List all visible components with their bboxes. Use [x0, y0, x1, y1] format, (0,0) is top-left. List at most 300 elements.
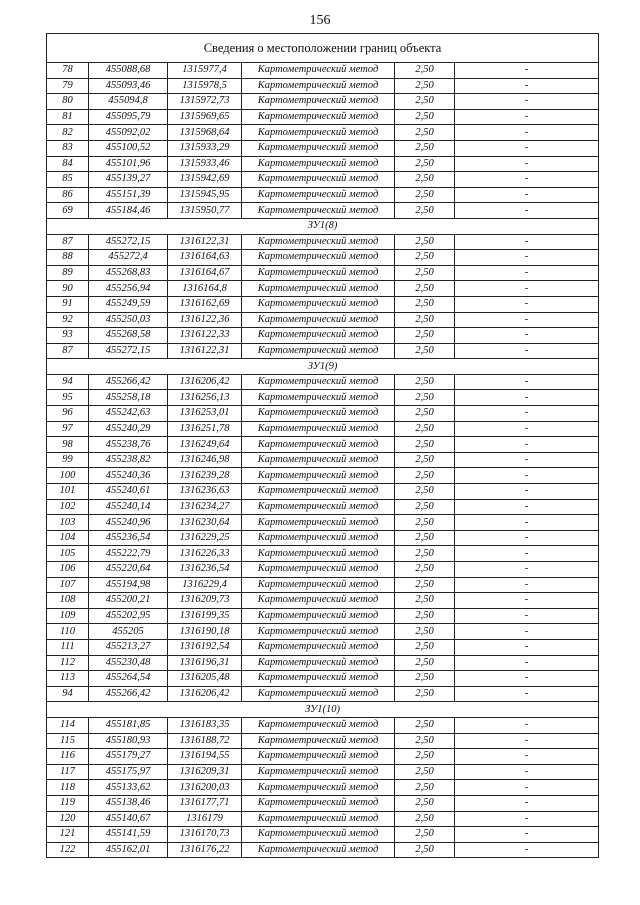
method-cell: Картометрический метод	[242, 639, 395, 655]
accuracy-cell: 2,50	[395, 452, 455, 468]
table-row	[47, 281, 599, 297]
method-cell: Картометрический метод	[242, 733, 395, 749]
point-number-cell: 110	[47, 624, 89, 640]
y-coordinate-cell: 1316183,35	[168, 717, 242, 733]
table-row	[47, 577, 599, 593]
x-coordinate-cell: 455242,63	[89, 406, 168, 422]
method-cell: Картометрический метод	[242, 749, 395, 765]
table-row	[47, 608, 599, 624]
accuracy-cell: 2,50	[395, 639, 455, 655]
description-cell: -	[455, 234, 599, 250]
boundary-table	[46, 33, 599, 858]
point-number-cell: 78	[47, 63, 89, 79]
y-coordinate-cell: 1316177,71	[168, 795, 242, 811]
table-row	[47, 312, 599, 328]
table-row	[47, 795, 599, 811]
x-coordinate-cell: 455240,14	[89, 499, 168, 515]
point-number-cell: 111	[47, 639, 89, 655]
accuracy-cell: 2,50	[395, 312, 455, 328]
method-cell: Картометрический метод	[242, 265, 395, 281]
point-number-cell: 109	[47, 608, 89, 624]
method-cell: Картометрический метод	[242, 546, 395, 562]
description-cell: -	[455, 515, 599, 531]
accuracy-cell: 2,50	[395, 811, 455, 827]
table-row	[47, 749, 599, 765]
description-cell: -	[455, 811, 599, 827]
description-cell: -	[455, 343, 599, 359]
description-cell: -	[455, 733, 599, 749]
description-cell: -	[455, 484, 599, 500]
x-coordinate-cell: 455240,36	[89, 468, 168, 484]
table-row	[47, 78, 599, 94]
description-cell: -	[455, 593, 599, 609]
point-number-cell: 87	[47, 343, 89, 359]
x-coordinate-cell: 455140,67	[89, 811, 168, 827]
accuracy-cell: 2,50	[395, 421, 455, 437]
method-cell: Картометрический метод	[242, 281, 395, 297]
accuracy-cell: 2,50	[395, 468, 455, 484]
method-cell: Картометрический метод	[242, 562, 395, 578]
point-number-cell: 103	[47, 515, 89, 531]
y-coordinate-cell: 1316209,31	[168, 764, 242, 780]
table-row	[47, 156, 599, 172]
table-caption: Сведения о местоположении границ объекта	[47, 34, 599, 63]
x-coordinate-cell: 455272,4	[89, 250, 168, 266]
description-cell: -	[455, 764, 599, 780]
table-row	[47, 515, 599, 531]
y-coordinate-cell: 1316251,78	[168, 421, 242, 437]
description-cell: -	[455, 795, 599, 811]
accuracy-cell: 2,50	[395, 343, 455, 359]
y-coordinate-cell: 1316230,64	[168, 515, 242, 531]
x-coordinate-cell: 455138,46	[89, 795, 168, 811]
table-row	[47, 406, 599, 422]
table-row	[47, 624, 599, 640]
x-coordinate-cell: 455151,39	[89, 187, 168, 203]
x-coordinate-cell: 455139,27	[89, 172, 168, 188]
description-cell: -	[455, 109, 599, 125]
y-coordinate-cell: 1316170,73	[168, 827, 242, 843]
description-cell: -	[455, 468, 599, 484]
x-coordinate-cell: 455266,42	[89, 374, 168, 390]
x-coordinate-cell: 455236,54	[89, 530, 168, 546]
y-coordinate-cell: 1315972,73	[168, 94, 242, 110]
table-row	[47, 468, 599, 484]
y-coordinate-cell: 1316229,25	[168, 530, 242, 546]
accuracy-cell: 2,50	[395, 530, 455, 546]
table-body	[47, 34, 599, 858]
x-coordinate-cell: 455238,76	[89, 437, 168, 453]
y-coordinate-cell: 1316194,55	[168, 749, 242, 765]
accuracy-cell: 2,50	[395, 780, 455, 796]
x-coordinate-cell: 455175,97	[89, 764, 168, 780]
description-cell: -	[455, 312, 599, 328]
x-coordinate-cell: 455205	[89, 624, 168, 640]
method-cell: Картометрический метод	[242, 811, 395, 827]
x-coordinate-cell: 455268,58	[89, 328, 168, 344]
description-cell: -	[455, 577, 599, 593]
y-coordinate-cell: 1315978,5	[168, 78, 242, 94]
point-number-cell: 101	[47, 484, 89, 500]
point-number-cell: 86	[47, 187, 89, 203]
table-row	[47, 234, 599, 250]
point-number-cell: 99	[47, 452, 89, 468]
description-cell: -	[455, 499, 599, 515]
method-cell: Картометрический метод	[242, 421, 395, 437]
table-row	[47, 827, 599, 843]
point-number-cell: 69	[47, 203, 89, 219]
method-cell: Картометрический метод	[242, 328, 395, 344]
description-cell: -	[455, 140, 599, 156]
description-cell: -	[455, 187, 599, 203]
accuracy-cell: 2,50	[395, 296, 455, 312]
table-row	[47, 655, 599, 671]
point-number-cell: 94	[47, 374, 89, 390]
accuracy-cell: 2,50	[395, 374, 455, 390]
point-number-cell: 106	[47, 562, 89, 578]
x-coordinate-cell: 455250,03	[89, 312, 168, 328]
x-coordinate-cell: 455264,54	[89, 671, 168, 687]
table-row	[47, 780, 599, 796]
point-number-cell: 104	[47, 530, 89, 546]
y-coordinate-cell: 1315968,64	[168, 125, 242, 141]
y-coordinate-cell: 1316200,03	[168, 780, 242, 796]
description-cell: -	[455, 406, 599, 422]
accuracy-cell: 2,50	[395, 499, 455, 515]
point-number-cell: 122	[47, 842, 89, 858]
y-coordinate-cell: 1316122,36	[168, 312, 242, 328]
table-row	[47, 390, 599, 406]
description-cell: -	[455, 530, 599, 546]
description-cell: -	[455, 390, 599, 406]
table-row	[47, 140, 599, 156]
section-header-row	[47, 218, 599, 234]
table-row	[47, 546, 599, 562]
description-cell: -	[455, 156, 599, 172]
x-coordinate-cell: 455093,46	[89, 78, 168, 94]
point-number-cell: 105	[47, 546, 89, 562]
description-cell: -	[455, 655, 599, 671]
table-row	[47, 94, 599, 110]
accuracy-cell: 2,50	[395, 63, 455, 79]
method-cell: Картометрический метод	[242, 63, 395, 79]
section-header-row	[47, 702, 599, 718]
table-row	[47, 109, 599, 125]
method-cell: Картометрический метод	[242, 671, 395, 687]
description-cell: -	[455, 546, 599, 562]
point-number-cell: 81	[47, 109, 89, 125]
method-cell: Картометрический метод	[242, 468, 395, 484]
accuracy-cell: 2,50	[395, 187, 455, 203]
accuracy-cell: 2,50	[395, 406, 455, 422]
table-row	[47, 265, 599, 281]
y-coordinate-cell: 1316236,63	[168, 484, 242, 500]
point-number-cell: 88	[47, 250, 89, 266]
table-row	[47, 125, 599, 141]
method-cell: Картометрический метод	[242, 203, 395, 219]
y-coordinate-cell: 1315969,65	[168, 109, 242, 125]
y-coordinate-cell: 1316206,42	[168, 374, 242, 390]
x-coordinate-cell: 455180,93	[89, 733, 168, 749]
accuracy-cell: 2,50	[395, 390, 455, 406]
accuracy-cell: 2,50	[395, 234, 455, 250]
accuracy-cell: 2,50	[395, 265, 455, 281]
table-row	[47, 593, 599, 609]
table-row	[47, 639, 599, 655]
y-coordinate-cell: 1316199,35	[168, 608, 242, 624]
point-number-cell: 118	[47, 780, 89, 796]
table-row	[47, 686, 599, 702]
x-coordinate-cell: 455181,85	[89, 717, 168, 733]
y-coordinate-cell: 1315933,29	[168, 140, 242, 156]
point-number-cell: 113	[47, 671, 89, 687]
point-number-cell: 96	[47, 406, 89, 422]
y-coordinate-cell: 1316176,22	[168, 842, 242, 858]
table-row	[47, 296, 599, 312]
point-number-cell: 100	[47, 468, 89, 484]
point-number-cell: 97	[47, 421, 89, 437]
y-coordinate-cell: 1316164,8	[168, 281, 242, 297]
method-cell: Картометрический метод	[242, 374, 395, 390]
x-coordinate-cell: 455238,82	[89, 452, 168, 468]
table-row	[47, 717, 599, 733]
description-cell: -	[455, 63, 599, 79]
y-coordinate-cell: 1316196,31	[168, 655, 242, 671]
description-cell: -	[455, 671, 599, 687]
method-cell: Картометрический метод	[242, 78, 395, 94]
point-number-cell: 116	[47, 749, 89, 765]
method-cell: Картометрический метод	[242, 608, 395, 624]
method-cell: Картометрический метод	[242, 452, 395, 468]
method-cell: Картометрический метод	[242, 530, 395, 546]
accuracy-cell: 2,50	[395, 671, 455, 687]
method-cell: Картометрический метод	[242, 140, 395, 156]
method-cell: Картометрический метод	[242, 296, 395, 312]
point-number-cell: 92	[47, 312, 89, 328]
x-coordinate-cell: 455141,59	[89, 827, 168, 843]
table-row	[47, 421, 599, 437]
x-coordinate-cell: 455266,42	[89, 686, 168, 702]
accuracy-cell: 2,50	[395, 515, 455, 531]
method-cell: Картометрический метод	[242, 655, 395, 671]
accuracy-cell: 2,50	[395, 593, 455, 609]
accuracy-cell: 2,50	[395, 562, 455, 578]
table-row	[47, 172, 599, 188]
description-cell: -	[455, 374, 599, 390]
point-number-cell: 84	[47, 156, 89, 172]
accuracy-cell: 2,50	[395, 749, 455, 765]
x-coordinate-cell: 455240,29	[89, 421, 168, 437]
x-coordinate-cell: 455200,21	[89, 593, 168, 609]
y-coordinate-cell: 1316236,54	[168, 562, 242, 578]
y-coordinate-cell: 1316253,01	[168, 406, 242, 422]
method-cell: Картометрический метод	[242, 390, 395, 406]
accuracy-cell: 2,50	[395, 125, 455, 141]
point-number-cell: 115	[47, 733, 89, 749]
method-cell: Картометрический метод	[242, 842, 395, 858]
accuracy-cell: 2,50	[395, 717, 455, 733]
y-coordinate-cell: 1316188,72	[168, 733, 242, 749]
point-number-cell: 85	[47, 172, 89, 188]
method-cell: Картометрический метод	[242, 593, 395, 609]
accuracy-cell: 2,50	[395, 546, 455, 562]
point-number-cell: 108	[47, 593, 89, 609]
accuracy-cell: 2,50	[395, 140, 455, 156]
x-coordinate-cell: 455213,27	[89, 639, 168, 655]
table-row	[47, 203, 599, 219]
method-cell: Картометрический метод	[242, 499, 395, 515]
y-coordinate-cell: 1316206,42	[168, 686, 242, 702]
page-number: 156	[309, 13, 331, 28]
x-coordinate-cell: 455272,15	[89, 343, 168, 359]
table-row	[47, 733, 599, 749]
method-cell: Картометрический метод	[242, 686, 395, 702]
y-coordinate-cell: 1316249,64	[168, 437, 242, 453]
table-row	[47, 187, 599, 203]
caption-row	[47, 34, 599, 63]
x-coordinate-cell: 455094,8	[89, 94, 168, 110]
description-cell: -	[455, 296, 599, 312]
method-cell: Картометрический метод	[242, 250, 395, 266]
point-number-cell: 121	[47, 827, 89, 843]
x-coordinate-cell: 455230,48	[89, 655, 168, 671]
accuracy-cell: 2,50	[395, 437, 455, 453]
description-cell: -	[455, 686, 599, 702]
x-coordinate-cell: 455095,79	[89, 109, 168, 125]
x-coordinate-cell: 455256,94	[89, 281, 168, 297]
point-number-cell: 112	[47, 655, 89, 671]
accuracy-cell: 2,50	[395, 203, 455, 219]
y-coordinate-cell: 1316256,13	[168, 390, 242, 406]
y-coordinate-cell: 1316234,27	[168, 499, 242, 515]
description-cell: -	[455, 608, 599, 624]
description-cell: -	[455, 717, 599, 733]
point-number-cell: 107	[47, 577, 89, 593]
method-cell: Картометрический метод	[242, 717, 395, 733]
method-cell: Картометрический метод	[242, 187, 395, 203]
method-cell: Картометрический метод	[242, 437, 395, 453]
point-number-cell: 89	[47, 265, 89, 281]
y-coordinate-cell: 1315977,4	[168, 63, 242, 79]
point-number-cell: 82	[47, 125, 89, 141]
x-coordinate-cell: 455179,27	[89, 749, 168, 765]
method-cell: Картометрический метод	[242, 764, 395, 780]
point-number-cell: 114	[47, 717, 89, 733]
method-cell: Картометрический метод	[242, 109, 395, 125]
method-cell: Картометрический метод	[242, 406, 395, 422]
accuracy-cell: 2,50	[395, 281, 455, 297]
y-coordinate-cell: 1316122,31	[168, 234, 242, 250]
description-cell: -	[455, 250, 599, 266]
y-coordinate-cell: 1316164,63	[168, 250, 242, 266]
point-number-cell: 80	[47, 94, 89, 110]
table-row	[47, 530, 599, 546]
x-coordinate-cell: 455100,52	[89, 140, 168, 156]
description-cell: -	[455, 421, 599, 437]
method-cell: Картометрический метод	[242, 780, 395, 796]
x-coordinate-cell: 455249,59	[89, 296, 168, 312]
description-cell: -	[455, 749, 599, 765]
y-coordinate-cell: 1316122,31	[168, 343, 242, 359]
x-coordinate-cell: 455194,98	[89, 577, 168, 593]
table-row	[47, 764, 599, 780]
method-cell: Картометрический метод	[242, 125, 395, 141]
method-cell: Картометрический метод	[242, 484, 395, 500]
y-coordinate-cell: 1316229,4	[168, 577, 242, 593]
description-cell: -	[455, 842, 599, 858]
boundary-table-container	[46, 33, 598, 858]
section-header-row	[47, 359, 599, 375]
description-cell: -	[455, 94, 599, 110]
table-row	[47, 484, 599, 500]
accuracy-cell: 2,50	[395, 172, 455, 188]
accuracy-cell: 2,50	[395, 78, 455, 94]
x-coordinate-cell: 455092,02	[89, 125, 168, 141]
accuracy-cell: 2,50	[395, 328, 455, 344]
y-coordinate-cell: 1315945,95	[168, 187, 242, 203]
point-number-cell: 90	[47, 281, 89, 297]
point-number-cell: 87	[47, 234, 89, 250]
section-title: ЗУ1(10)	[47, 702, 599, 718]
method-cell: Картометрический метод	[242, 343, 395, 359]
method-cell: Картометрический метод	[242, 94, 395, 110]
point-number-cell: 117	[47, 764, 89, 780]
x-coordinate-cell: 455202,95	[89, 608, 168, 624]
accuracy-cell: 2,50	[395, 156, 455, 172]
section-title: ЗУ1(9)	[47, 359, 599, 375]
accuracy-cell: 2,50	[395, 624, 455, 640]
point-number-cell: 83	[47, 140, 89, 156]
y-coordinate-cell: 1316209,73	[168, 593, 242, 609]
x-coordinate-cell: 455088,68	[89, 63, 168, 79]
method-cell: Картометрический метод	[242, 577, 395, 593]
y-coordinate-cell: 1316190,18	[168, 624, 242, 640]
x-coordinate-cell: 455272,15	[89, 234, 168, 250]
method-cell: Картометрический метод	[242, 234, 395, 250]
method-cell: Картометрический метод	[242, 172, 395, 188]
x-coordinate-cell: 455268,83	[89, 265, 168, 281]
table-row	[47, 437, 599, 453]
table-row	[47, 452, 599, 468]
table-row	[47, 842, 599, 858]
description-cell: -	[455, 281, 599, 297]
accuracy-cell: 2,50	[395, 733, 455, 749]
x-coordinate-cell: 455222,79	[89, 546, 168, 562]
x-coordinate-cell: 455220,64	[89, 562, 168, 578]
y-coordinate-cell: 1316226,33	[168, 546, 242, 562]
point-number-cell: 98	[47, 437, 89, 453]
point-number-cell: 94	[47, 686, 89, 702]
y-coordinate-cell: 1316162,69	[168, 296, 242, 312]
accuracy-cell: 2,50	[395, 250, 455, 266]
x-coordinate-cell: 455101,96	[89, 156, 168, 172]
method-cell: Картометрический метод	[242, 312, 395, 328]
table-row	[47, 374, 599, 390]
description-cell: -	[455, 328, 599, 344]
y-coordinate-cell: 1315933,46	[168, 156, 242, 172]
table-row	[47, 562, 599, 578]
y-coordinate-cell: 1316164,67	[168, 265, 242, 281]
point-number-cell: 95	[47, 390, 89, 406]
x-coordinate-cell: 455240,61	[89, 484, 168, 500]
accuracy-cell: 2,50	[395, 764, 455, 780]
table-row	[47, 671, 599, 687]
table-row	[47, 499, 599, 515]
method-cell: Картометрический метод	[242, 827, 395, 843]
table-row	[47, 63, 599, 79]
description-cell: -	[455, 780, 599, 796]
description-cell: -	[455, 437, 599, 453]
